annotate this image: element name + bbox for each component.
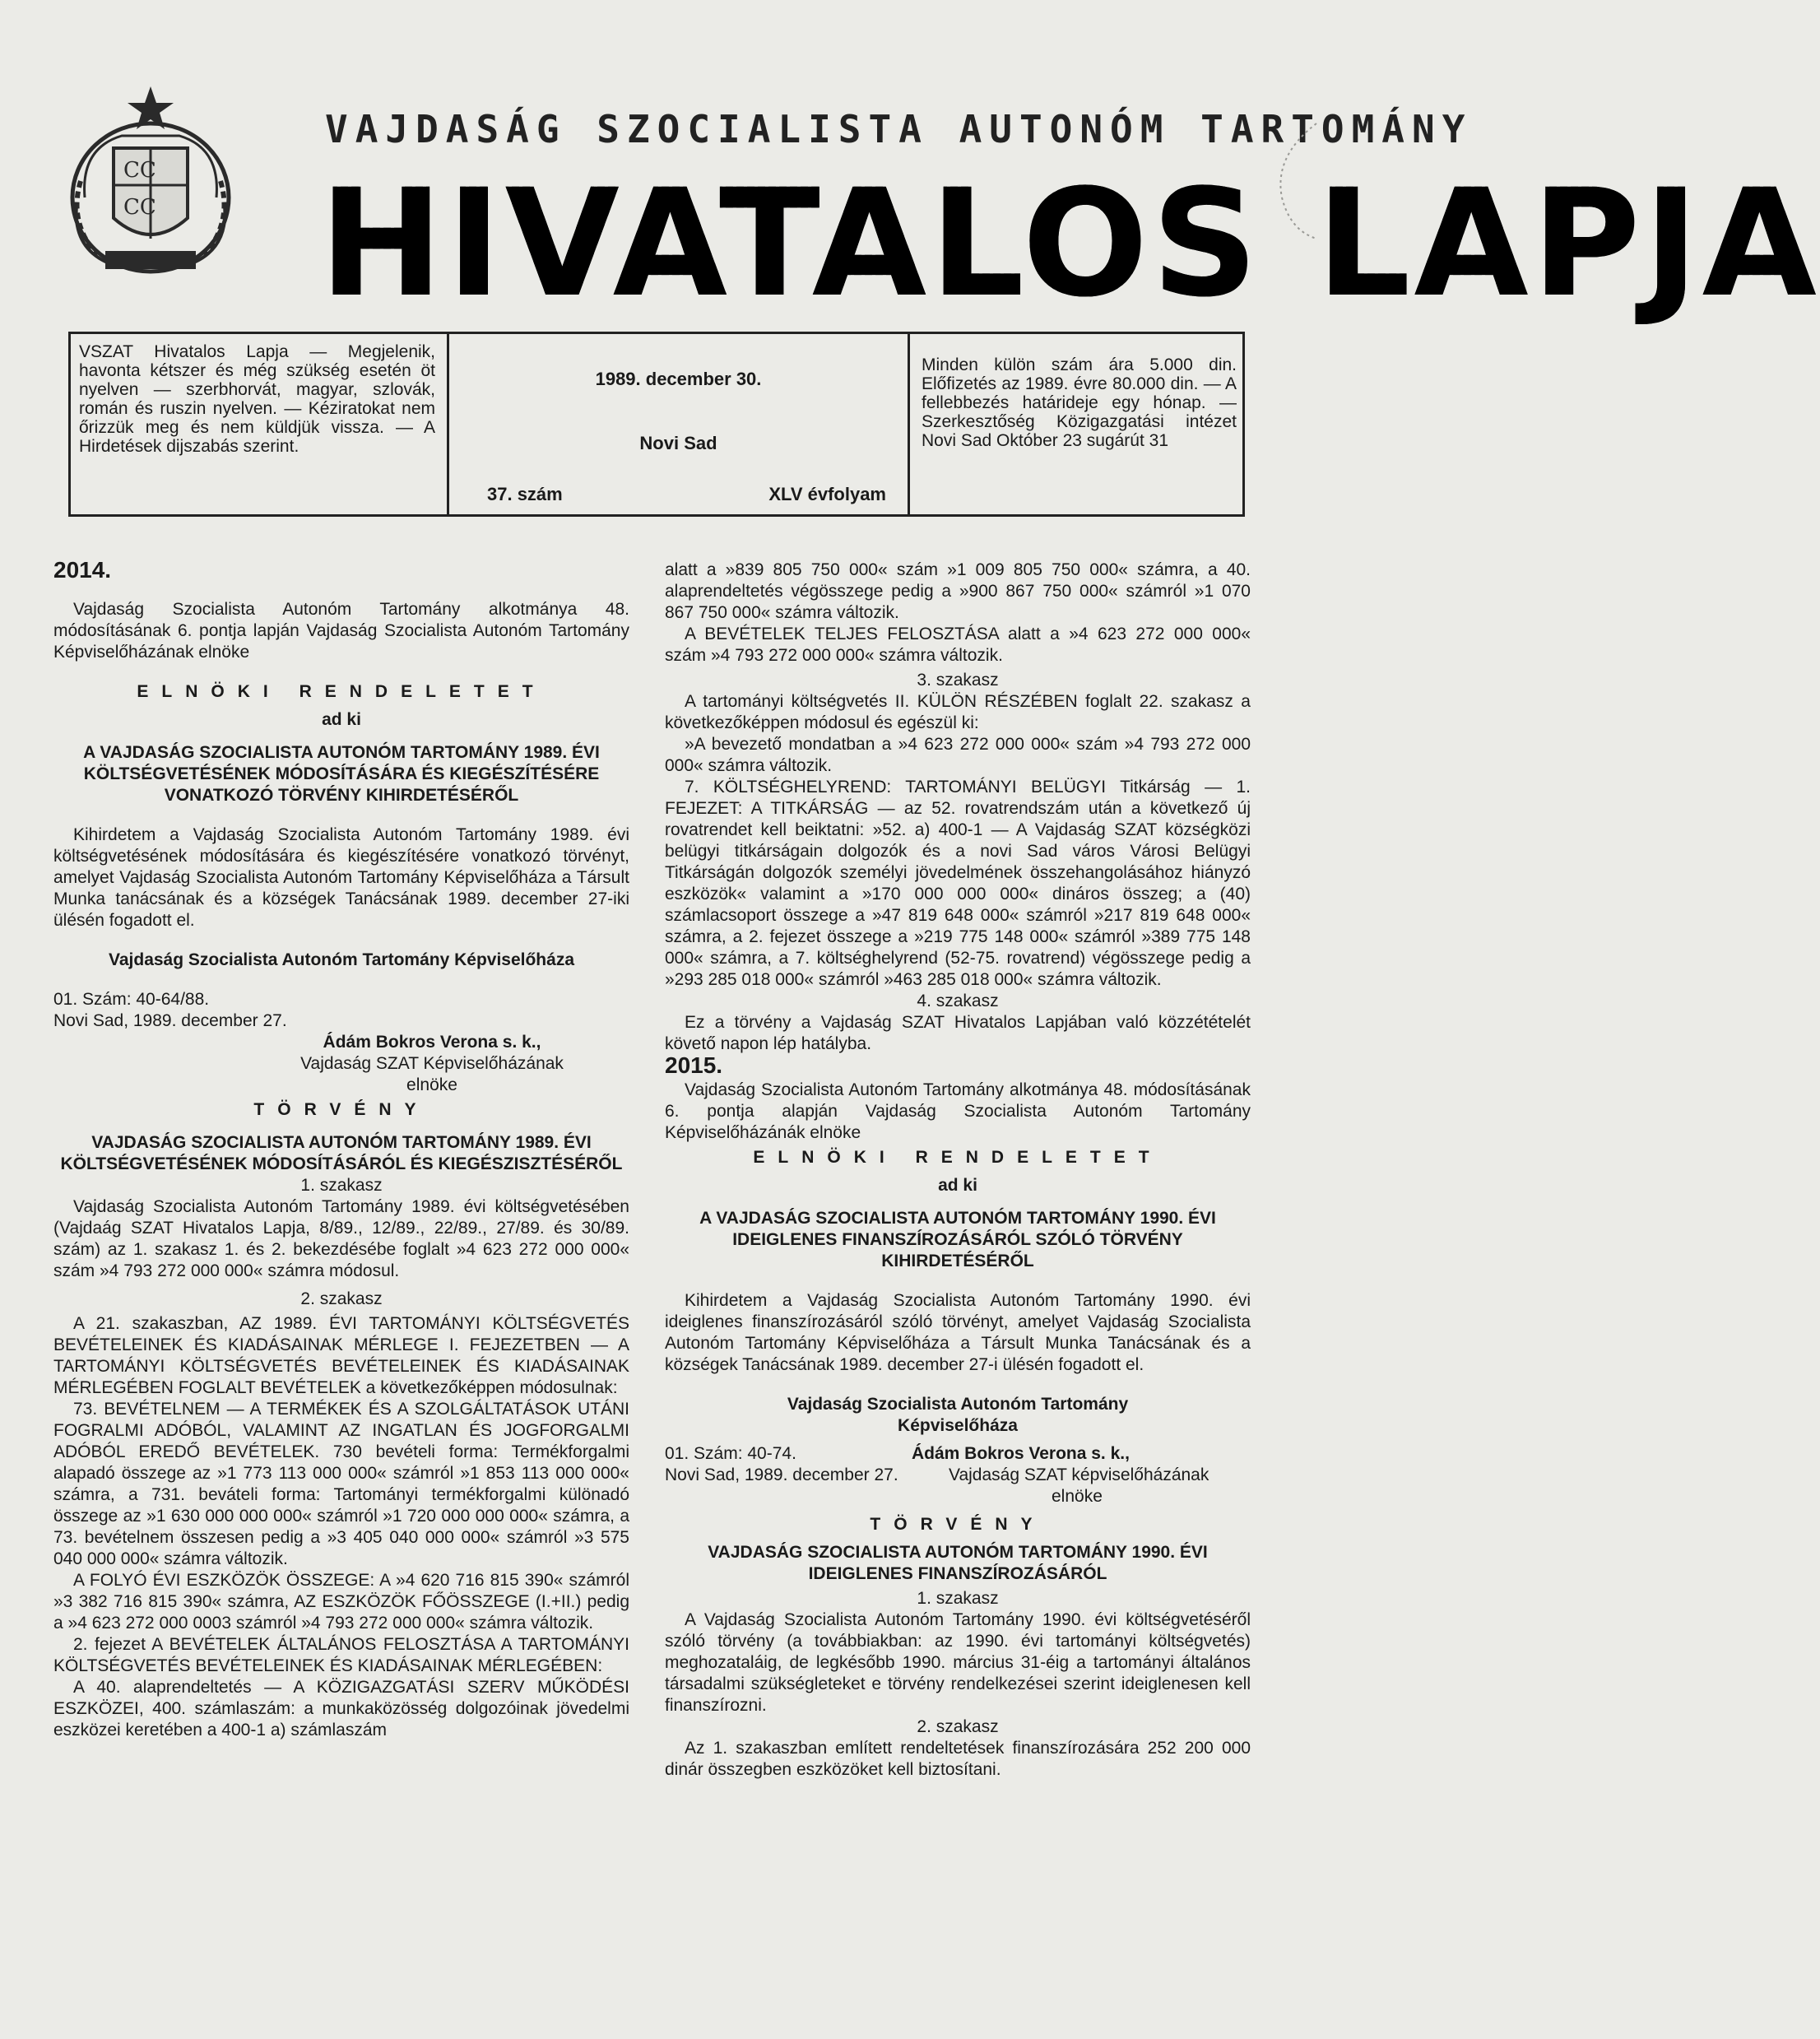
decree-text: Kihirdetem a Vajdaság Szocialista Autonóm Tartomány 1989. évi költségvetésének módosítására és kiegészítésére vonatkozó törvényt, amelyet Vajdaság Szocialista Autonóm Tartomány Képviselőháza a Társult Munka tanácsának és a községek Tanácsának 1989. december 27-iki ülésén fogadott el. xyxy=(53,825,629,930)
issue-city: Novi Sad xyxy=(639,433,717,453)
reference-number: 01. Szám: 40-64/88. xyxy=(53,990,210,1009)
issue-info-box xyxy=(68,332,1245,517)
masthead-gazette-title-text: HIVATALOS LAPJA xyxy=(319,158,1820,330)
law-2015-section-1-text: A Vajdaság Szocialista Autonóm Tartomány 1990. évi költségvetéséről szóló törvény (a továbbiakban: az 1990. évi tartományi költségvetés) meghozataláig, de legkésőbb 1990. március 31-éig a tartományi általános társadalmi szükségleteket e törvény rendelkezései szerint ideiglenesen kell finanszírozni. xyxy=(665,1610,1251,1715)
law-2015-heading: TÖRVÉNY xyxy=(870,1515,1046,1534)
prices-text: Minden külön szám ára 5.000 din. Előfizetés az 1989. évre 80.000 din. — A fellebbezés határideje egy hónap. — Szerkesztőség Közigazgatási intézet Novi Sad Október 23 sugárút 31 xyxy=(922,355,1237,450)
masthead-region-title: VAJDASÁG SZOCIALISTA AUTONÓM TARTOMÁNY xyxy=(325,107,1473,151)
section-2-para-2: 73. BEVÉTELNEM — A TERMÉKEK ÉS A SZOLGÁLTATÁSOK UTÁNI FOGRALMI ADÓBÓL, VALAMINT AZ INGATLAN ÉS JOGFORGALMI ADÓBÓL EREDŐ BEVÉTELEK. 730 bevételi forma: Termékforgalmi alapadó összege az »1 773 113 000 000« számról »1 853 113 000 000« számra, a 731. beváteli forma: Tartományi termékforgalmi különadó összege az »1 630 000 000 000« számról »1 720 000 000 000« számra, a 73. bevételnem összesen pedig a »3 405 040 000 000« számról »3 575 040 000 000« számra változik. xyxy=(53,1400,629,1568)
law-2015-section-1-heading: 1. szakasz xyxy=(917,1589,999,1608)
decree-title: A VAJDASÁG SZOCIALISTA AUTONÓM TARTOMÁNY 1989. ÉVI KÖLTSÉGVETÉSÉNEK MÓDOSÍTÁSÁRA ÉS KIEGÉSZÍTÉSÉRE VONATKOZÓ TÖRVÉNY KIHIRDETÉSÉRŐL xyxy=(83,743,600,805)
law-heading: TÖRVÉNY xyxy=(253,1100,429,1119)
signature-block-2015 xyxy=(665,1443,1251,1507)
section-4-text: Ez a törvény a Vajdaság SZAT Hivatalos Lapjában való közzétételét követő napon lép hatályba. xyxy=(665,1013,1251,1053)
decree-2015-title: A VAJDASÁG SZOCIALISTA AUTONÓM TARTOMÁNY 1990. ÉVI IDEIGLENES FINANSZÍROZÁSÁRÓL SZÓLÓ TÖRVÉNY KIHIRDETÉSÉRŐL xyxy=(699,1209,1216,1270)
issue-date: 1989. december 30. xyxy=(595,369,762,389)
issuing-body-2015-line-1: Vajdaság Szocialista Autonóm Tartomány xyxy=(787,1395,1129,1414)
section-3-para-2: »A bevezető mondatban a »4 623 272 000 000« szám »4 793 272 000 000« számra változik. xyxy=(665,735,1251,775)
issue-volume: XLV évfolyam xyxy=(768,484,886,504)
decree-2015-text: Kihirdetem a Vajdaság Szocialista Autonóm Tartomány 1990. évi ideiglenes finanszírozásáról szóló törvényt, amelyet Vajdaság Szocialista Autonóm Tartomány Képviselőháza a Társult Munka Tanácsának és a községek Tanácsának 1989. december 27-i ülésén fogadott el. xyxy=(665,1291,1251,1374)
decree-2015-adki: ad ki xyxy=(938,1176,977,1195)
decree-2015-heading: ELNÖKI RENDELETET xyxy=(753,1148,1163,1167)
entry-number-2015: 2015. xyxy=(665,1052,723,1078)
section-2-para-4: 2. fejezet A BEVÉTELEK ÁLTALÁNOS FELOSZTÁSA A TARTOMÁNYI KÖLTSÉGVETÉS BEVÉTELEINEK ÉS KIADÁSAINAK MÉRLEGÉBEN: xyxy=(53,1635,629,1675)
info-prices xyxy=(910,334,1245,514)
signer-name: Ádám Bokros Verona s. k., xyxy=(323,1033,541,1052)
issuing-body-2015-line-2: Képviselőháza xyxy=(898,1416,1018,1435)
signer-title-2015: elnöke xyxy=(1052,1487,1103,1506)
section-4-heading: 4. szakasz xyxy=(917,992,999,1010)
entry-intro: Vajdaság Szocialista Autonóm Tartomány alkotmánya 48. módosításának 6. pontja lapján Vajdaság Szocialista Autonóm Tartomány Képviselőházának elnöke xyxy=(53,600,629,662)
section-3-heading: 3. szakasz xyxy=(917,671,999,690)
info-issue-details xyxy=(449,334,910,514)
left-column xyxy=(53,557,629,1741)
svg-text:СС: СС xyxy=(123,158,156,183)
section-2-para-1: A 21. szakaszban, AZ 1989. ÉVI TARTOMÁNYI KÖLTSÉGVETÉS BEVÉTELEINEK ÉS KIADÁSAINAK MÉRLEGE I. FEJEZETBEN — A TARTOMÁNYI KÖLTSÉGVETÉS BEVÉTELEINEK ÉS KIADÁSAINAK MÉRLEGÉBEN FOGLALT BEVÉTELEK a következőképpen módosulnak: xyxy=(53,1314,629,1397)
section-2-para-5: A 40. alaprendeltetés — A KÖZIGAZGATÁSI SZERV MŰKÖDÉSI ESZKÖZEI, 400. számlaszám: a munkaközösség dolgozóinak jövedelmi eszközei keretében a 400-1 a) számlaszám xyxy=(53,1678,629,1739)
decree-heading: ELNÖKI RENDELETET xyxy=(137,682,546,701)
section-1-text: Vajdaság Szocialista Autonóm Tartomány 1989. évi költségvetésében (Vajdaág SZAT Hivatalos Lapja, 8/89., 12/89., 22/89., 27/89. és 30/89. szám) az 1. szakasz 1. és 2. bekezdésébe foglalt »4 623 272 000 000« szám »4 793 272 000 000« számra módosul. xyxy=(53,1197,629,1280)
issuing-body: Vajdaság Szocialista Autonóm Tartomány Képviselőháza xyxy=(109,950,574,969)
law-2015-section-2-heading: 2. szakasz xyxy=(917,1717,999,1736)
signer-role-2015: Vajdaság SZAT képviselőházának xyxy=(949,1465,1209,1484)
entry-number-2014: 2014. xyxy=(53,557,112,583)
section-2-para-3: A FOLYÓ ÉVI ESZKÖZÖK ÖSSZEGE: A »4 620 716 815 390« számról »3 382 716 815 390« számra, AZ ESZKÖZÖK FŐÖSSZEGE (I.+II.) pedig a »4 623 272 000 0003 számról »4 793 272 000 000« számra változik. xyxy=(53,1571,629,1633)
coat-of-arms-icon xyxy=(64,82,237,284)
section-3-para-3: 7. KÖLTSÉGHELYREND: TARTOMÁNYI BELÜGYI Titkárság — 1. FEJEZET: A TITKÁRSÁG — az 52. rovatrendszám után a következő új rovatrendet kell beiktatni: »52. a) 400-1 — A Vajdaság SZAT községközi belügyi titkárságain dolgozók és a novi Sad város Városi Belügyi Titkárságán dolgozók személyi jövedelmének összehangolásához hiányzó eszközök« valamint a »170 000 000 000« dináros összeg; a (40) számlacsoport összege a »47 819 648 000« számról »217 819 648 000« számra, a 2. fejezet összege a »219 775 148 000« számról »389 775 148 000« számra, a 7. költséghelyrend (52-75. rovatrend) végösszege pedig a »293 285 018 000« számról »463 285 018 000« számra változik. xyxy=(665,778,1251,989)
svg-text:СС: СС xyxy=(123,195,156,220)
signer-title: elnöke xyxy=(406,1075,457,1094)
masthead-gazette-title xyxy=(319,158,1820,330)
law-title: VAJDASÁG SZOCIALISTA AUTONÓM TARTOMÁNY 1989. ÉVI KÖLTSÉGVETÉSÉNEK MÓDOSÍTÁSÁRÓL ÉS KIEGÉSZISZTÉSÉRŐL xyxy=(60,1133,623,1173)
signer-role: Vajdaság SZAT Képviselőházának xyxy=(300,1054,564,1073)
section-1-heading: 1. szakasz xyxy=(300,1176,383,1195)
info-publication-notes xyxy=(71,334,449,514)
revenue-total-text: A BEVÉTELEK TELJES FELOSZTÁSA alatt a »4 623 272 000 000« szám »4 793 272 000 000« számra változik. xyxy=(665,625,1251,665)
issue-number: 37. szám xyxy=(487,484,563,504)
reference-date: Novi Sad, 1989. december 27. xyxy=(53,1011,287,1030)
signer-name-2015: Ádám Bokros Verona s. k., xyxy=(912,1444,1130,1463)
publication-notes-text: VSZAT Hivatalos Lapja — Megjelenik, havonta kétszer és még szükség esetén öt nyelven — szerbhorvát, magyar, szlovák, román és ruszin nyelven. — Kéziratokat nem őrizzük meg és nem küldjük vissza. — A Hirdetések dijszabás szerint. xyxy=(79,342,435,456)
section-2-heading: 2. szakasz xyxy=(300,1289,383,1308)
reference-number-2015: 01. Szám: 40-74. xyxy=(665,1444,796,1463)
section-3-para-1: A tartományi költségvetés II. KÜLÖN RÉSZÉBEN foglalt 22. szakasz a következőképpen módosul és egészül ki: xyxy=(665,692,1251,732)
law-2015-section-2-text: Az 1. szakaszban említett rendeltetések finanszírozására 252 200 000 dinár összegben eszközöket kell biztosítani. xyxy=(665,1739,1251,1779)
corner-stamp-mark xyxy=(1274,123,1316,239)
right-column xyxy=(665,560,1251,1781)
entry-2015-intro: Vajdaság Szocialista Autonóm Tartomány alkotmánya 48. módosításának 6. pontja alapján Vajdaság Szocialista Autonóm Tartomány Képviselőházánák elnöke xyxy=(665,1080,1251,1142)
reference-date-2015: Novi Sad, 1989. december 27. xyxy=(665,1465,898,1484)
continued-text: alatt a »839 805 750 000« szám »1 009 805 750 000« számra, a 40. alaprendeltetés végösszege pedig a »900 867 750 000« számról »1 070 867 750 000« számra változik. xyxy=(665,560,1251,622)
law-2015-title: VAJDASÁG SZOCIALISTA AUTONÓM TARTOMÁNY 1990. ÉVI IDEIGLENES FINANSZÍROZÁSÁRÓL xyxy=(708,1543,1208,1583)
decree-adki: ad ki xyxy=(322,710,361,729)
